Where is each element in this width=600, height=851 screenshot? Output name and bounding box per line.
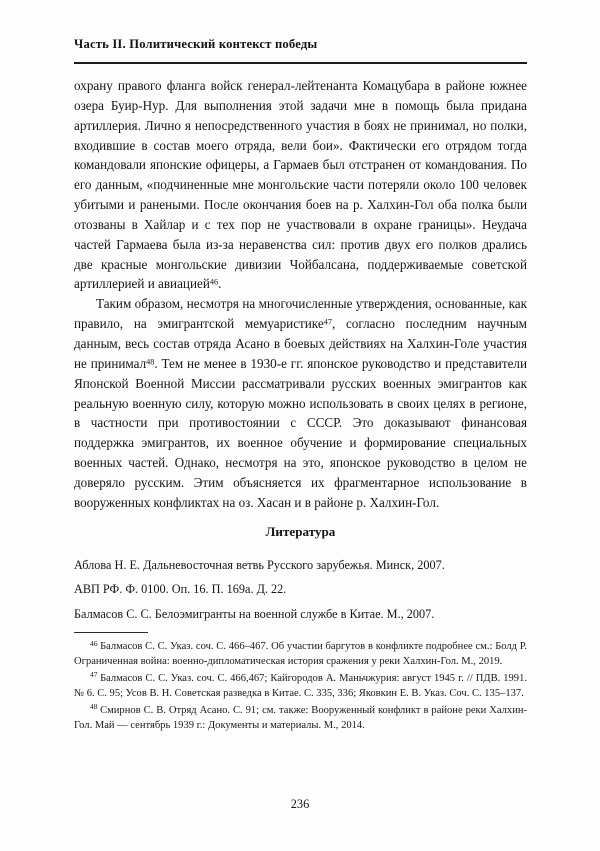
footnotes-section <box>74 639 527 734</box>
bibliography-entry: Балмасов С. С. Белоэмигранты на военной службе в Китае. М., 2007. <box>74 606 435 621</box>
footnote-entry <box>74 703 527 733</box>
footnote-text: Балмасов С. С. Указ. соч. С. 466–467. Об участии баргутов в конфликте подробнее см.: Болд Р. Ограниченная война: военно-дипломатическая история сражения у реки Халхин-Гол. М., 2019. <box>74 641 527 668</box>
footnote-reference[interactable]: 46 <box>209 277 219 287</box>
bibliography-list <box>74 553 527 626</box>
running-header <box>74 37 527 52</box>
bibliography-entry: АВП РФ. Ф. 0100. Оп. 16. П. 169а. Д. 22. <box>74 582 287 597</box>
footnote-marker: 46 <box>90 638 98 648</box>
footnote-text: Балмасов С. С. Указ. соч. С. 466,467; Кайгородов А. Маньчжурия: август 1945 г. // ПДВ. 1991. № 6. С. 95; Усов В. Н. Советская разведка в Китае. С. 335, 336; Яковкин Е. В. Указ. Соч. С. 135–137. <box>74 672 527 699</box>
footnote-text: Смирнов С. В. Отряд Асано. С. 91; см. также: Вооруженный конфликт в районе реки Халхин-Гол. Май — сентябрь 1939 г.: Документы и материалы. М., 2014. <box>74 704 527 731</box>
footnote-reference[interactable]: 48 <box>146 357 155 367</box>
body-text <box>74 76 527 513</box>
footnote-entry <box>74 639 527 669</box>
page-number: 236 <box>290 797 310 811</box>
body-paragraph: Таким образом, несмотря на многочисленные утверждения, основанные, как правило, на эмигрантской мемуаристике$^{47}$, согласно последним научным данным, весь состав отряда Асано в боевых действиях на Халхин-Голе участия не принимал$^{48}$. Тем не менее в 1930-е гг. японское руководство и представители Японской Военной Миссии рассматривали русских военных эмигрантов как реальную военную силу, которую можно использовать в своих целях в регионе, в частности при противостоянии с СССР. Это доказывают финансовая поддержка эмигрантов, их военное обучение и формирование специальных военных частей. Однако, несмотря на это, японское руководство в целом не доверяло русским. Этим объясняется их фрагментарное использование в вооруженных конфликтах на оз. Хасан и в районе р. Халхин-Гол. <box>74 296 527 510</box>
footnote-entry <box>74 671 527 701</box>
body-paragraph: охрану правого фланга войск генерал-лейтенанта Комацубара в районе южнее озера Буир-Нур. Для выполнения этой задачи мне в помощь была придана артиллерия. Лично я непосредственного участия в боях не принимал, но полки, входившие в состав моего отряда, вели бои». Фактически его отрядом тогда командовали японские офицеры, а Гармаев был отстранен от командования. По его данным, «подчиненные мне монгольские части потеряли около 100 человек убитыми и ранеными. После окончания боев на р. Халхин-Гол оба полка были отозваны в Хайлар и с тех пор не участвовали в охране границы». Неудача частей Гармаева была из-за неравенства сил: против двух его полков дрались две красные монгольские дивизии Чойбалсана, поддерживаемые советской артиллерией и авиацией$^{46}$. <box>74 78 527 292</box>
footnote-marker: 48 <box>90 702 98 712</box>
running-header-title: Часть II. Политический контекст победы <box>74 37 318 51</box>
footnote-marker: 47 <box>90 670 98 680</box>
header-divider-rule <box>74 62 527 64</box>
bibliography-entry: Аблова Н. Е. Дальневосточная ветвь Русского зарубежья. Минск, 2007. <box>74 558 445 572</box>
footnote-separator-rule <box>74 632 148 633</box>
footnote-reference[interactable]: 47 <box>323 317 332 327</box>
literature-heading: Литература <box>265 524 336 539</box>
